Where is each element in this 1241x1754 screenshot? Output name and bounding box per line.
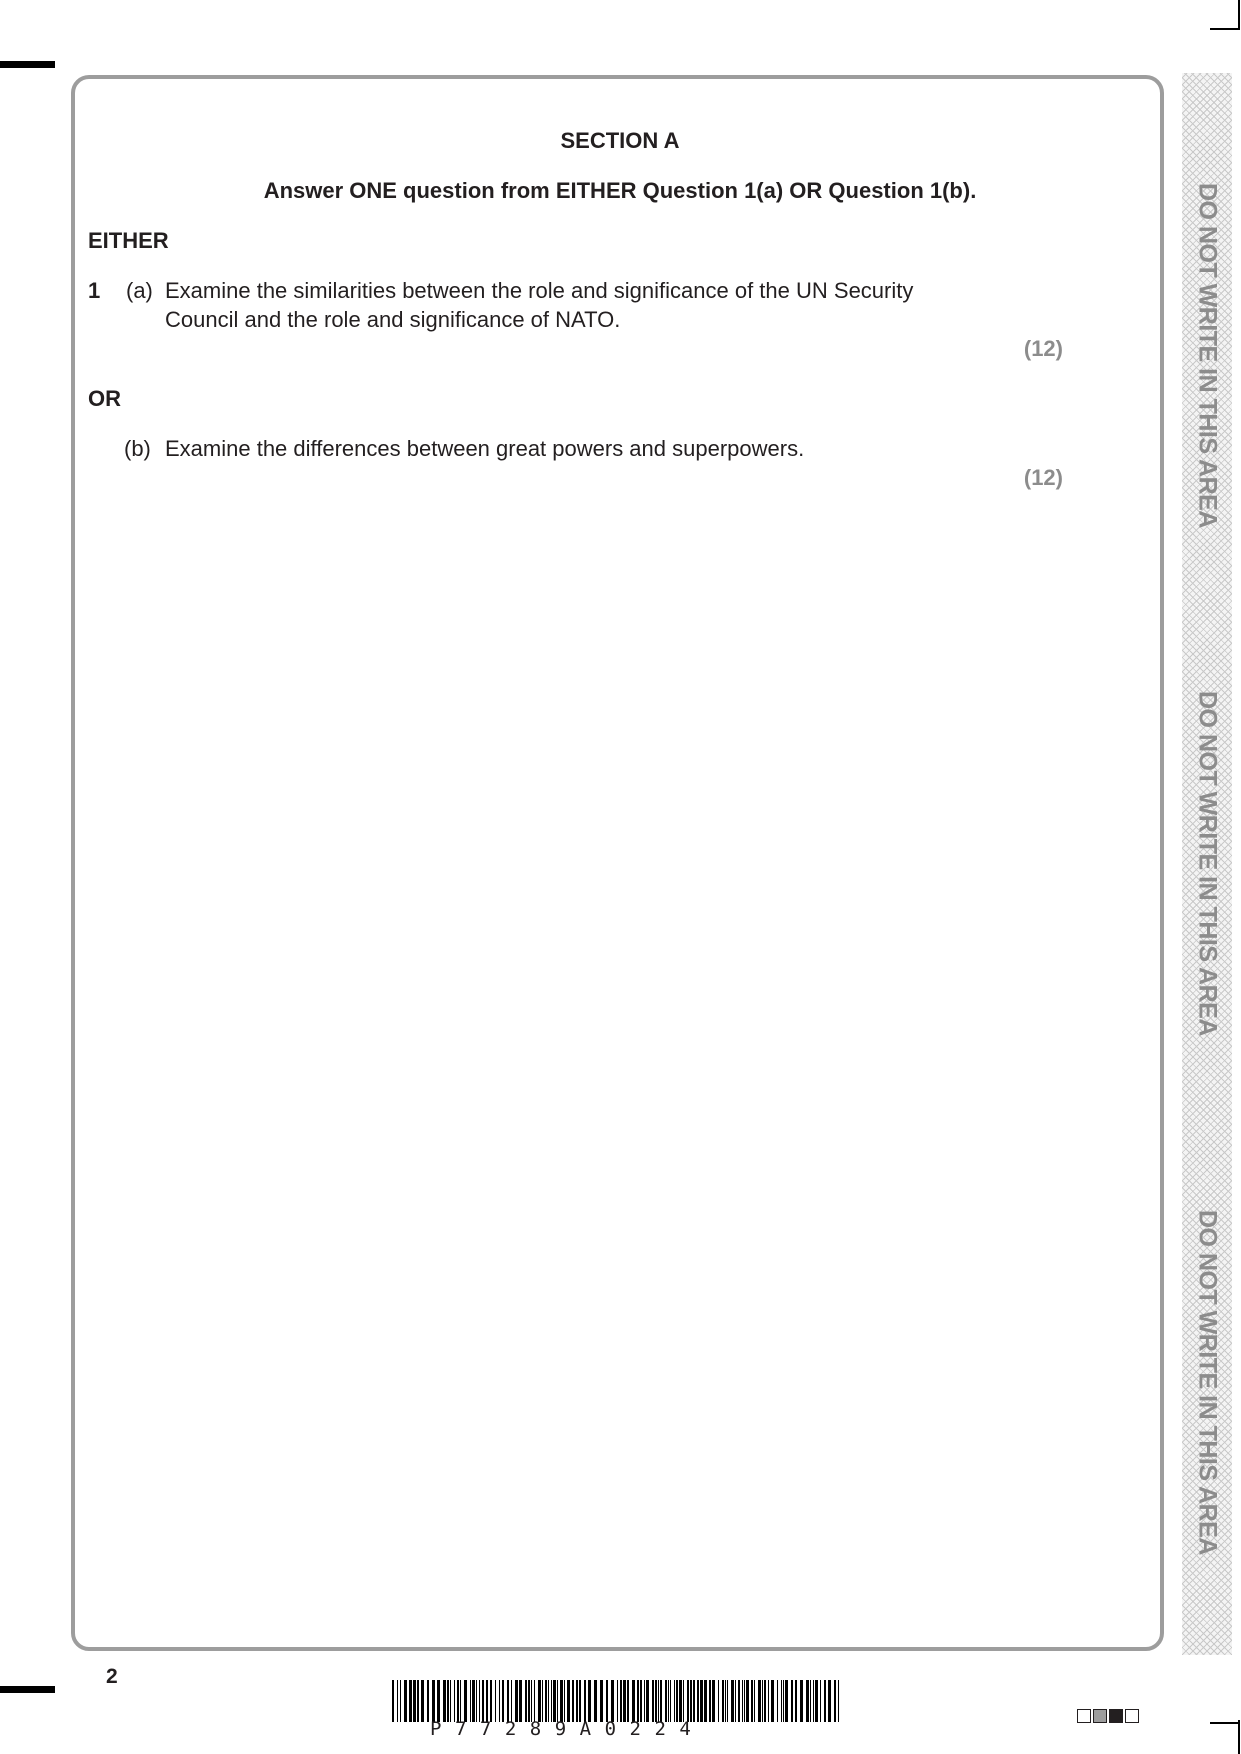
- barcode-bar: [777, 1680, 778, 1722]
- barcode-bar: [768, 1680, 769, 1722]
- instruction-text: Answer ONE question from EITHER Question 1(a) OR Question 1(b).: [263, 178, 977, 203]
- barcode-bar: [611, 1680, 614, 1722]
- barcode-bar: [806, 1680, 809, 1722]
- barcode-bar: [785, 1680, 788, 1722]
- registration-bar-bottom-left: [0, 1686, 55, 1693]
- barcode-bar: [754, 1680, 755, 1722]
- barcode-bar: [545, 1680, 547, 1722]
- barcode-bar: [700, 1680, 703, 1722]
- barcode-bar: [742, 1680, 743, 1722]
- barcode-bar: [495, 1680, 496, 1722]
- barcode-bar: [781, 1680, 782, 1722]
- barcode-bar: [538, 1680, 541, 1722]
- barcode-bar: [683, 1680, 684, 1722]
- barcode-bar: [392, 1680, 394, 1722]
- barcode-bar: [709, 1680, 711, 1722]
- either-label: EITHER: [88, 228, 169, 253]
- barcode-bar: [606, 1680, 608, 1722]
- barcode-bar: [551, 1680, 552, 1722]
- barcode-bar: [457, 1680, 459, 1722]
- print-square: [1109, 1709, 1123, 1723]
- question-number: 1: [88, 278, 101, 303]
- barcode-bar: [697, 1680, 699, 1722]
- barcode-bar: [644, 1680, 645, 1722]
- barcode-bar: [712, 1680, 715, 1722]
- barcode-bar: [476, 1680, 477, 1722]
- barcode-bar: [584, 1680, 586, 1722]
- barcode-bar: [670, 1680, 671, 1722]
- barcode-bar: [735, 1680, 736, 1722]
- barcode-bar: [443, 1680, 446, 1722]
- print-square: [1093, 1709, 1107, 1723]
- barcode-bar: [771, 1680, 774, 1722]
- barcode-bar: [791, 1680, 793, 1722]
- barcode-bar: [652, 1680, 654, 1722]
- barcode-text: P77289A0224: [430, 1718, 705, 1740]
- barcode-bar: [502, 1680, 504, 1722]
- barcode-bar: [627, 1680, 629, 1722]
- barcode-bar: [824, 1680, 826, 1722]
- do-not-write-label: DO NOT WRITE IN THIS AREA: [1193, 182, 1222, 528]
- barcode-bar: [620, 1680, 622, 1722]
- barcode-bar: [693, 1680, 695, 1722]
- barcode-bar: [576, 1680, 578, 1722]
- barcode-bar: [421, 1680, 424, 1722]
- barcode-bar: [560, 1680, 563, 1722]
- barcode-bar: [828, 1680, 831, 1722]
- barcode-bar: [665, 1680, 667, 1722]
- do-not-write-label: DO NOT WRITE IN THIS AREA: [1193, 1209, 1222, 1555]
- barcode-bar: [783, 1680, 784, 1722]
- barcode-bar: [676, 1680, 678, 1722]
- barcode-bar: [427, 1680, 429, 1722]
- barcode-bar: [646, 1680, 649, 1722]
- barcode-bar: [450, 1680, 451, 1722]
- print-squares: [1077, 1709, 1139, 1723]
- barcode-bar: [542, 1680, 543, 1722]
- barcode-bar: [413, 1680, 416, 1722]
- barcode-bar: [432, 1680, 435, 1722]
- barcode-bar: [507, 1680, 509, 1722]
- barcode-bar: [738, 1680, 740, 1722]
- barcode-bar: [472, 1680, 475, 1722]
- crop-mark-top-right-horizontal: [1210, 28, 1240, 30]
- barcode-bar: [744, 1680, 745, 1722]
- print-square: [1077, 1709, 1091, 1723]
- do-not-write-label: DO NOT WRITE IN THIS AREA: [1193, 690, 1222, 1036]
- barcode-bar: [486, 1680, 488, 1722]
- barcode-bar: [460, 1680, 461, 1722]
- barcode-bar: [731, 1680, 734, 1722]
- question-a-text-line-1: Examine the similarities between the role and significance of the UN Security: [165, 278, 914, 303]
- barcode-bar: [482, 1680, 484, 1722]
- barcode-bar: [588, 1680, 591, 1722]
- barcode-bar: [655, 1680, 657, 1722]
- question-b-text: Examine the differences between great powers and superpowers.: [165, 436, 805, 461]
- barcode-bar: [519, 1680, 522, 1722]
- barcode-bar: [553, 1680, 556, 1722]
- barcode-bar: [762, 1680, 763, 1722]
- barcode-bar: [679, 1680, 682, 1722]
- barcode-bar: [687, 1680, 689, 1722]
- barcode-bar: [660, 1680, 662, 1722]
- question-b-marks: (12): [1023, 465, 1063, 490]
- barcode-bar: [795, 1680, 797, 1722]
- question-a-text-line-2: Council and the role and significance of NATO.: [165, 307, 621, 332]
- barcode-bar: [454, 1680, 455, 1722]
- barcode-bar: [437, 1680, 440, 1722]
- barcode-bar: [668, 1680, 669, 1722]
- barcode-bar: [409, 1680, 412, 1722]
- barcode-bar: [564, 1680, 565, 1722]
- barcode-bar: [594, 1680, 597, 1722]
- barcode-bar: [515, 1680, 518, 1722]
- barcode-bar: [764, 1680, 766, 1722]
- barcode-bar: [637, 1680, 639, 1722]
- barcode-bar: [479, 1680, 480, 1722]
- barcode-bar: [690, 1680, 692, 1722]
- or-label: OR: [88, 386, 121, 411]
- barcode-bar: [674, 1680, 675, 1722]
- barcode-bar: [623, 1680, 626, 1722]
- barcode-bar: [464, 1680, 467, 1722]
- barcode-bar: [470, 1680, 471, 1722]
- barcode-bar: [658, 1680, 659, 1722]
- barcode-bar: [511, 1680, 512, 1722]
- barcode-bar: [557, 1680, 558, 1722]
- question-b-label: (b): [124, 436, 151, 461]
- crop-mark-bottom-right: [1238, 1720, 1240, 1754]
- barcode-bar: [834, 1680, 836, 1722]
- question-a-label: (a): [126, 278, 153, 303]
- barcode-bar: [534, 1680, 535, 1722]
- registration-bar-top-left: [0, 61, 55, 68]
- barcode-bar: [572, 1680, 574, 1722]
- barcode-bar: [617, 1680, 618, 1722]
- barcode-bar: [838, 1680, 839, 1722]
- barcode-bar: [548, 1680, 549, 1722]
- barcode-bar: [499, 1680, 500, 1722]
- barcode-bar: [746, 1680, 749, 1722]
- barcode-bar: [531, 1680, 532, 1722]
- barcode-bar: [397, 1680, 398, 1722]
- barcode-bar: [400, 1680, 401, 1722]
- crop-mark-top-right: [1238, 0, 1240, 30]
- question-a-marks: (12): [1023, 336, 1063, 361]
- barcode-bar: [751, 1680, 753, 1722]
- crop-mark-bottom-right-horizontal: [1210, 1722, 1240, 1724]
- barcode-bar: [813, 1680, 814, 1722]
- barcode-bar: [718, 1680, 719, 1722]
- print-square: [1125, 1709, 1139, 1723]
- barcode-bar: [600, 1680, 603, 1722]
- barcode-bar: [632, 1680, 635, 1722]
- barcode-bar: [528, 1680, 530, 1722]
- barcode-bar: [404, 1680, 407, 1722]
- barcode-bar: [704, 1680, 707, 1722]
- barcode-bar: [722, 1680, 724, 1722]
- page-number: 2: [106, 1665, 118, 1688]
- barcode-bar: [725, 1680, 726, 1722]
- barcode-bar: [567, 1680, 570, 1722]
- barcode-bar: [640, 1680, 642, 1722]
- barcode-bar: [525, 1680, 527, 1722]
- barcode-bar: [758, 1680, 761, 1722]
- barcode-bar: [417, 1680, 419, 1722]
- barcode-bar: [490, 1680, 492, 1722]
- section-title: SECTION A: [560, 128, 680, 153]
- barcode-bar: [579, 1680, 581, 1722]
- barcode-bar: [815, 1680, 818, 1722]
- barcode-bar: [727, 1680, 728, 1722]
- barcode-bar: [800, 1680, 803, 1722]
- barcode-bar: [447, 1680, 449, 1722]
- barcode: [392, 1680, 845, 1722]
- barcode-bar: [820, 1680, 821, 1722]
- barcode-bar: [810, 1680, 811, 1722]
